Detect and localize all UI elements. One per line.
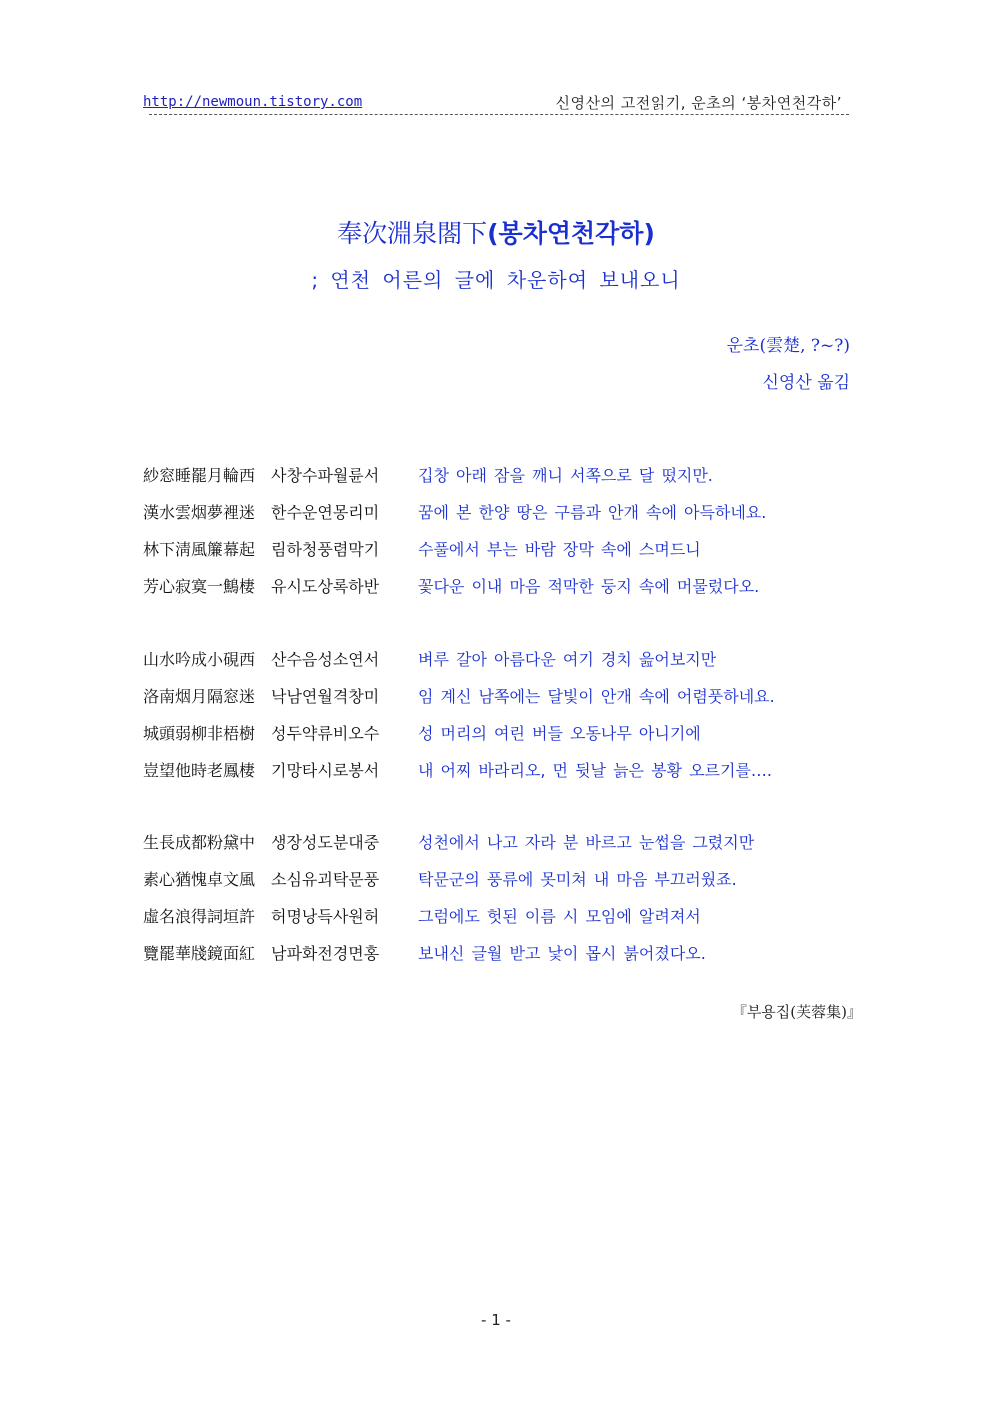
poem-line [143, 463, 863, 500]
reading-text: 낙남연월격창미 [271, 687, 380, 706]
poem-line [143, 647, 863, 684]
hanja-text: 紗窓睡罷月輪西 [143, 466, 256, 485]
hanja-text: 虛名浪得詞垣許 [143, 907, 256, 926]
hanja-text: 芳心寂寞一鷦棲 [143, 577, 256, 596]
reading-text: 기망타시로봉서 [271, 761, 380, 780]
poem-title [0, 214, 992, 250]
source-citation: 『부용집(芙蓉集)』 [731, 1003, 862, 1021]
reading-text: 소심유괴탁문풍 [271, 870, 380, 889]
translation-text: 그럼에도 헛된 이름 시 모임에 알려져서 [418, 907, 701, 926]
reading-text: 성두약류비오수 [271, 724, 380, 743]
poem-line [143, 684, 863, 721]
poem-title-korean: (봉차연천각하) [487, 219, 655, 248]
reading-text: 허명낭득사원허 [271, 907, 380, 926]
hanja-text: 山水吟成小硯西 [143, 650, 256, 669]
translation-text: 내 어찌 바라리오, 먼 뒷날 늙은 봉황 오르기를…. [418, 761, 772, 780]
poem-line [143, 537, 863, 574]
poem-line [143, 830, 863, 867]
poem-line [143, 500, 863, 537]
translation-text: 벼루 갈아 아름다운 여기 경치 읊어보지만 [418, 650, 717, 669]
poem-line [143, 941, 863, 978]
translation-text: 꽃다운 이내 마음 적막한 둥지 속에 머물렀다오. [418, 577, 760, 596]
stanza-2 [143, 647, 863, 795]
hanja-text: 素心猶愧卓文風 [143, 870, 256, 889]
page-header [143, 90, 848, 120]
poem-line [143, 758, 863, 795]
hanja-text: 漢水雲烟夢裡迷 [143, 503, 256, 522]
translation-text: 임 계신 남쪽에는 달빛이 안개 속에 어렴풋하네요. [418, 687, 775, 706]
reading-text: 유시도상록하반 [271, 577, 380, 596]
reading-text: 남파화전경면홍 [271, 944, 380, 963]
poem-line [143, 904, 863, 941]
poem-line [143, 721, 863, 758]
reading-text: 림하청풍렴막기 [271, 540, 380, 559]
translation-text: 성천에서 나고 자라 분 바르고 눈썹을 그렸지만 [418, 833, 755, 852]
hanja-text: 林下淸風簾幕起 [143, 540, 256, 559]
hanja-text: 豈望他時老鳳棲 [143, 761, 256, 780]
reading-text: 생장성도분대중 [271, 833, 380, 852]
stanza-3 [143, 830, 863, 978]
translation-text: 깁창 아래 잠을 깨니 서쪽으로 달 떴지만. [418, 466, 713, 485]
header-title: 신영산의 고전읽기, 운초의 ‘봉차연천각하’ [555, 94, 842, 112]
stanza-1 [143, 463, 863, 611]
poem-line [143, 574, 863, 611]
translation-text: 성 머리의 여린 버들 오동나무 아니기에 [418, 724, 701, 743]
page-number: - 1 - [481, 1311, 511, 1329]
author: 운초(雲楚, ?~?) [726, 336, 850, 356]
header-divider [149, 114, 849, 115]
hanja-text: 覽罷華牋鏡面紅 [143, 944, 256, 963]
translation-text: 보내신 글월 받고 낯이 몹시 붉어졌다오. [418, 944, 706, 963]
hanja-text: 城頭弱柳非梧樹 [143, 724, 256, 743]
poem-title-hanja: 奉次淵泉閤下 [337, 219, 488, 248]
translation-text: 수풀에서 부는 바람 장막 속에 스며드니 [418, 540, 701, 559]
translation-text: 탁문군의 풍류에 못미쳐 내 마음 부끄러웠죠. [418, 870, 737, 889]
hanja-text: 洛南烟月隔窓迷 [143, 687, 256, 706]
translator: 신영산 옮김 [762, 373, 850, 393]
translation-text: 꿈에 본 한양 땅은 구름과 안개 속에 아득하네요. [418, 503, 767, 522]
reading-text: 한수운연몽리미 [271, 503, 380, 522]
reading-text: 사창수파월륜서 [271, 466, 380, 485]
reading-text: 산수음성소연서 [271, 650, 380, 669]
poem-line [143, 867, 863, 904]
blog-link[interactable]: http://newmoun.tistory.com [143, 94, 363, 110]
hanja-text: 生長成都粉黛中 [143, 833, 256, 852]
poem-subtitle: ; 연천 어른의 글에 차운하여 보내오니 [311, 268, 681, 292]
